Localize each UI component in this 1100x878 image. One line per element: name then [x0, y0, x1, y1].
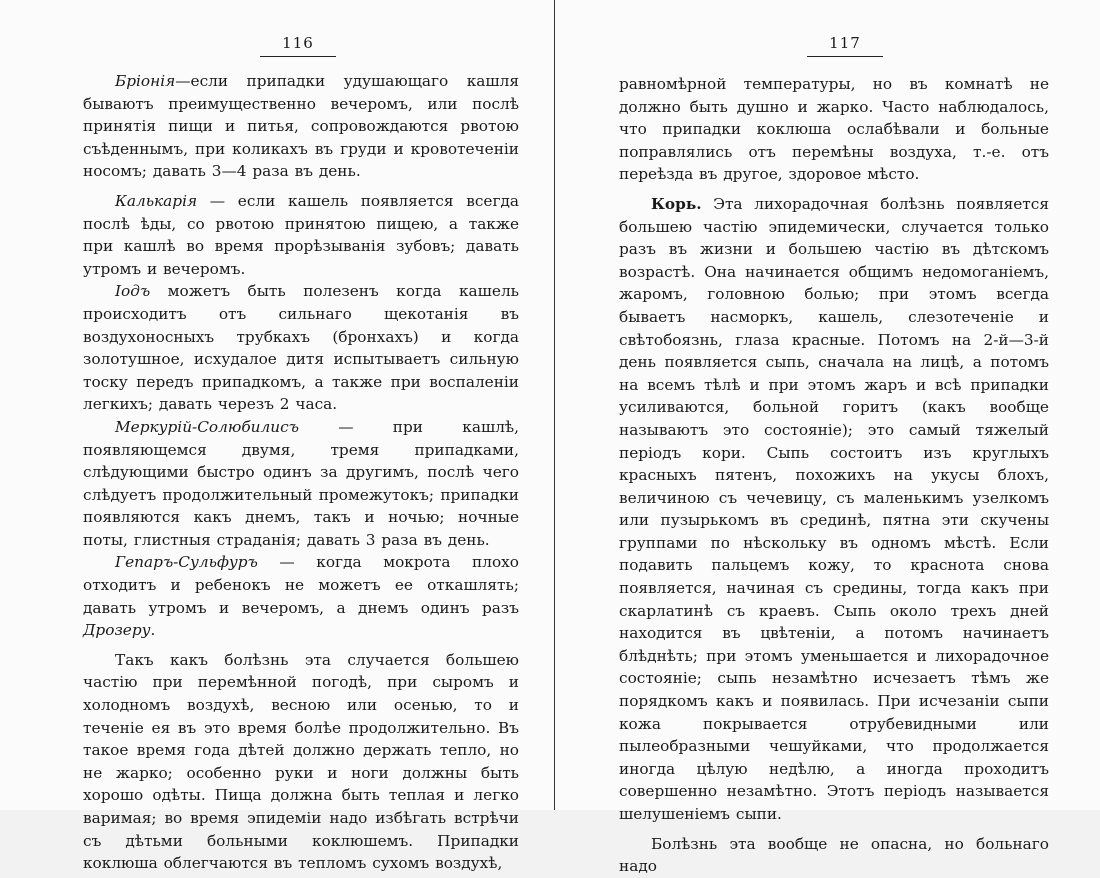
remedy-term-tail: Дрозеру — [83, 621, 151, 640]
paragraph-bryonia — [83, 70, 519, 183]
paragraph-care — [83, 649, 519, 875]
remedy-term: Меркурій-Солюбилисъ — [115, 417, 299, 436]
paragraph-text: Такъ какъ болѣзнь эта случается большею частію при перемѣнной погодѣ, при сыромъ и холодномъ воздухѣ, весною или осенью, то и теченіе ея въ это время болѣе продолжительно. Въ такое время года дѣтей должно держать тепло, но не жарко; особенно руки и ноги должны быть хорошо одѣты. Пища должна быть теплая и легко варимая; во время эпидеміи надо избѣгать встрѣчи съ дѣтьми больными коклюшемъ. Припадки коклюша облегчаются въ тепломъ сухомъ воздухѣ, — [83, 650, 519, 873]
remedy-term: Гепаръ-Сульфуръ — [115, 553, 258, 572]
paragraph-last: Болѣзнь эта вообще не опасна, но больнаго надо — [619, 834, 1049, 876]
remedy-text: — если кашель появляется всегда послѣ ѣды, со рвотою принятою пищею, а также при кашлѣ во время прорѣзыванія зубовъ; давать утромъ и вечеромъ. — [83, 191, 519, 278]
remedy-text: — когда мокрота плохо отходитъ и ребенокъ не можетъ ее откашлять; давать утромъ и вечеромъ, а днемъ одинъ разъ — [83, 553, 519, 617]
paragraph-hepar — [83, 551, 519, 641]
remedy-term: Калькарія — [115, 191, 198, 210]
section-heading-measles: Корь. — [651, 194, 702, 213]
remedy-term: Іодъ — [115, 282, 151, 301]
remedy-text: — при кашлѣ, появляющемся двумя, тремя припадками, слѣдующими быстро одинъ за другимъ, послѣ чего слѣдуетъ продолжительный промежутокъ; припадки появляются какъ днемъ, такъ и ночью; ночные поты, глистныя страданія; давать 3 раза въ день. — [83, 417, 519, 549]
remedy-text: можетъ быть полезенъ когда кашель происходитъ отъ сильнаго щекотанія въ воздухоносныхъ трубкахъ (бронхахъ) и когда золотушное, исхудалое дитя испытываетъ сильную тоску передъ припадкомъ, а также при воспаленіи легкихъ; давать черезъ 2 часа. — [83, 282, 519, 414]
remedy-term: Бріонія — [115, 72, 176, 90]
section-text: Эта лихорадочная болѣзнь появляется большею частію эпидемически, случается только разъ въ жизни и большею частію въ дѣтскомъ возрастѣ. Она начинается общимъ недомоганіемъ, жаромъ, головною болью; при этомъ всегда бываетъ насморкъ, кашель, слезотеченіе и свѣтобоязнь, глаза красные. Потомъ на 2-й—3-й день появляется сыпь, сначала на лицѣ, а потомъ на всемъ тѣлѣ и при этомъ жаръ и всѣ припадки усиливаются, больной горитъ (какъ вообще называютъ это состояніе); это самый тяжелый періодъ кори. Сыпь состоитъ изъ круглыхъ красныхъ пятенъ, похожихъ на укусы блохъ, величиною съ чечевицу, съ маленькимъ узелкомъ или пузырькомъ въ срединѣ, пятна эти скучены группами по нѣскольку въ одномъ мѣстѣ. Если подавить пальцемъ кожу, то краснота снова появляется, начиная съ средины, тогда какъ при скарлатинѣ съ краевъ. Сыпь около трехъ дней находится въ цвѣтеніи, а потомъ начинаетъ блѣднѣть; при этомъ уменьшается и лихорадочное состояніе; сыпь незамѣтно исчезаетъ тѣмъ же порядкомъ какъ и появилась. При исчезаніи сыпи кожа покрывается отрубевидными или пылеобразными чешуйками, что продолжается иногда цѣлую недѣлю, а иногда проходитъ совершенно незамѣтно. Этотъ періодъ называется шелушеніемъ сыпи. — [619, 194, 1049, 823]
left-page-text — [83, 70, 519, 875]
page-number-right: 117 — [805, 34, 885, 57]
right-page — [555, 0, 1100, 876]
paragraph-mercurius — [83, 416, 519, 552]
paragraph-calcarea — [83, 190, 519, 280]
page-number-left: 116 — [258, 34, 338, 57]
paragraph-continuation: равномѣрной температуры, но въ комнатѣ не должно быть душно и жарко. Часто наблюдалось, что припадки коклюша ослабѣвали и больные поправлялись отъ перемѣны воздуха, т.-е. отъ переѣзда въ другое, здоровое мѣсто. — [619, 75, 1049, 184]
right-page-text — [619, 73, 1049, 878]
paragraph-iodum — [83, 280, 519, 416]
remedy-tail: . — [150, 621, 156, 640]
remedy-text: —если припадки удушающаго кашля бываютъ преимущественно вечеромъ, или послѣ принятія пищи и питья, сопровождаются рвотою съѣденнымъ, при коликахъ въ груди и кровотеченіи носомъ; давать 3—4 раза въ день. — [83, 72, 519, 181]
paragraph-measles — [619, 193, 1049, 826]
